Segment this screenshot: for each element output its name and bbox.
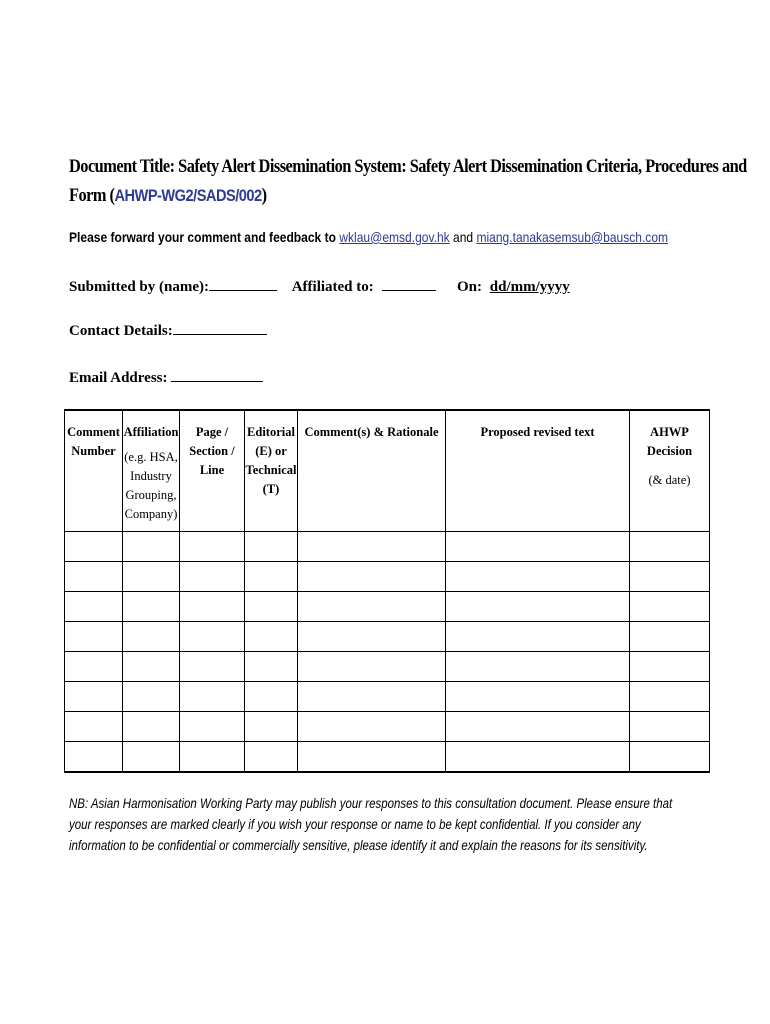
table-row (65, 741, 710, 772)
on-label: On: (457, 279, 483, 295)
table-row (65, 591, 710, 621)
table-cell[interactable] (245, 711, 298, 741)
table-cell[interactable] (123, 561, 180, 591)
table-cell[interactable] (298, 681, 446, 711)
table-cell[interactable] (180, 591, 245, 621)
table-cell[interactable] (298, 651, 446, 681)
table-cell[interactable] (446, 621, 630, 651)
affiliated-to-label: Affiliated to: (291, 279, 374, 295)
email-link-wklau[interactable]: wklau@emsd.gov.hk (339, 229, 450, 245)
forward-and: and (453, 229, 474, 245)
table-cell[interactable] (446, 741, 630, 772)
table-cell[interactable] (245, 651, 298, 681)
table-cell[interactable] (123, 651, 180, 681)
table-cell[interactable] (180, 561, 245, 591)
title-main: Safety Alert Dissemination System: Safety Alert Dissemination Criteria, Procedures and (178, 156, 747, 177)
table-cell[interactable] (65, 591, 123, 621)
table-cell[interactable] (446, 591, 630, 621)
table-cell[interactable] (446, 531, 630, 561)
table-cell[interactable] (180, 741, 245, 772)
table-cell[interactable] (630, 681, 710, 711)
email-address-label: Email Address: (69, 370, 168, 386)
header-comment-number: Comment Number (65, 410, 123, 531)
table-cell[interactable] (180, 681, 245, 711)
header-comments-rationale: Comment(s) & Rationale (298, 410, 446, 531)
document-title (69, 152, 747, 210)
submitted-by-label: Submitted by (name): (69, 279, 210, 295)
table-cell[interactable] (123, 621, 180, 651)
title-line2-suffix: ) (261, 185, 267, 206)
table-cell[interactable] (65, 531, 123, 561)
table-cell[interactable] (446, 651, 630, 681)
table-cell[interactable] (123, 681, 180, 711)
table-cell[interactable] (298, 591, 446, 621)
contact-details-row (69, 320, 267, 340)
comment-table (64, 409, 710, 773)
nb-note: NB: Asian Harmonisation Working Party may publish your responses to this consultation document. Please ensure that your responses are marked clearly if you wish your response or name to be kept confidential. If you consider any information to be confidential or commercially sensitive, please identify it and explain the reasons for its sensitivity. (69, 795, 673, 853)
submitted-by-field[interactable] (209, 276, 277, 291)
table-cell[interactable] (630, 711, 710, 741)
header-editorial-technical: Editorial (E) or Technical (T) (245, 410, 298, 531)
header-proposed-revised-text: Proposed revised text (446, 410, 630, 531)
table-cell[interactable] (123, 741, 180, 772)
email-address-field[interactable] (171, 367, 263, 382)
table-cell[interactable] (630, 591, 710, 621)
table-cell[interactable] (630, 561, 710, 591)
table-cell[interactable] (298, 621, 446, 651)
table-cell[interactable] (180, 711, 245, 741)
table-cell[interactable] (446, 561, 630, 591)
table-cell[interactable] (180, 531, 245, 561)
table-cell[interactable] (298, 561, 446, 591)
forward-instructions (69, 229, 668, 245)
table-cell[interactable] (446, 711, 630, 741)
document-code: AHWP-WG2/SADS/002 (114, 186, 262, 205)
header-affiliation-sub: (e.g. HSA, Industry Grouping, Company) (124, 450, 178, 521)
table-cell[interactable] (630, 621, 710, 651)
date-field[interactable]: dd/mm/yyyy (489, 279, 570, 295)
contact-details-label: Contact Details: (69, 323, 173, 339)
table-cell[interactable] (65, 621, 123, 651)
email-link-miang[interactable]: miang.tanakasemsub@bausch.com (476, 229, 669, 245)
table-row (65, 711, 710, 741)
table-cell[interactable] (630, 531, 710, 561)
table-row (65, 681, 710, 711)
table-cell[interactable] (245, 561, 298, 591)
header-affiliation: Affiliation (e.g. HSA, Industry Grouping, Company) (123, 410, 180, 531)
table-cell[interactable] (123, 531, 180, 561)
table-cell[interactable] (245, 591, 298, 621)
header-ahwp-decision-sub: (& date) (648, 473, 691, 487)
table-row (65, 561, 710, 591)
email-address-row (69, 367, 263, 387)
table-cell[interactable] (630, 741, 710, 772)
table-cell[interactable] (180, 651, 245, 681)
submission-row (69, 276, 570, 296)
table-body (65, 531, 710, 772)
table-row (65, 651, 710, 681)
affiliated-to-field[interactable] (382, 276, 436, 291)
table-cell[interactable] (298, 531, 446, 561)
table-cell[interactable] (123, 711, 180, 741)
table-cell[interactable] (298, 741, 446, 772)
table-cell[interactable] (65, 711, 123, 741)
table-cell[interactable] (245, 531, 298, 561)
table-cell[interactable] (65, 741, 123, 772)
table-cell[interactable] (65, 561, 123, 591)
header-ahwp-decision: AHWP Decision (& date) (630, 410, 710, 531)
table-cell[interactable] (65, 681, 123, 711)
table-cell[interactable] (298, 711, 446, 741)
title-line2-prefix: Form ( (69, 185, 115, 206)
table-cell[interactable] (123, 591, 180, 621)
table-cell[interactable] (446, 681, 630, 711)
table-header-row (65, 410, 710, 531)
table-cell[interactable] (245, 621, 298, 651)
table-cell[interactable] (65, 651, 123, 681)
forward-text: Please forward your comment and feedback to (69, 229, 336, 245)
table-row (65, 531, 710, 561)
header-page-section-line: Page / Section / Line (180, 410, 245, 531)
title-prefix: Document Title: (69, 156, 175, 177)
contact-details-field[interactable] (173, 320, 267, 335)
table-cell[interactable] (180, 621, 245, 651)
table-cell[interactable] (245, 681, 298, 711)
table-cell[interactable] (630, 651, 710, 681)
table-row (65, 621, 710, 651)
table-cell[interactable] (245, 741, 298, 772)
